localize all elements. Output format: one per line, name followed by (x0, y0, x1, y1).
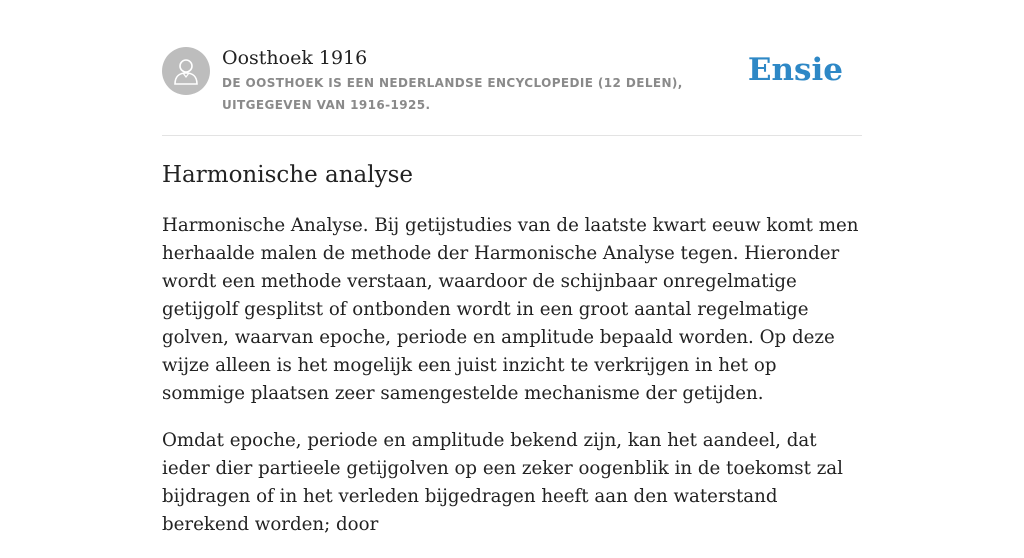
source-avatar[interactable] (162, 47, 210, 95)
article-title: Harmonische analyse (162, 162, 414, 188)
source-header (162, 0, 862, 136)
source-title-link[interactable]: Oosthoek 1916 (222, 47, 368, 69)
user-icon (173, 57, 199, 85)
ensie-logo[interactable]: Ensie (747, 52, 843, 88)
page-container (162, 0, 862, 535)
article-paragraph: Harmonische Analyse. Bij getijstudies van de laatste kwart eeuw komt men herhaalde malen de methode der Harmonische Analyse tegen. Hieronder wordt een methode verstaan, waardoor de schijnbaar onregelmatige getijgolf gesplitst of ontbonden wordt in een groot aantal regelmatige golven, waarvan epoche, periode en amplitude bepaald worden. Op deze wijze alleen is het mogelijk een juist inzicht te verkrijgen in het op sommige plaatsen zeer samengestelde mechanisme der getijden. (162, 215, 859, 404)
article-paragraph: Omdat epoche, periode en amplitude bekend zijn, kan het aandeel, dat ieder dier partieele getijgolven op een zeker oogenblik in de toekomst zal bijdragen of in het verleden bijgedragen heeft aan den waterstand berekend worden; door (162, 430, 843, 535)
article-body (162, 212, 862, 558)
source-description: DE OOSTHOEK IS EEN NEDERLANDSE ENCYCLOPEDIE (12 DELEN), UITGEGEVEN VAN 1916-1925. (222, 76, 683, 112)
